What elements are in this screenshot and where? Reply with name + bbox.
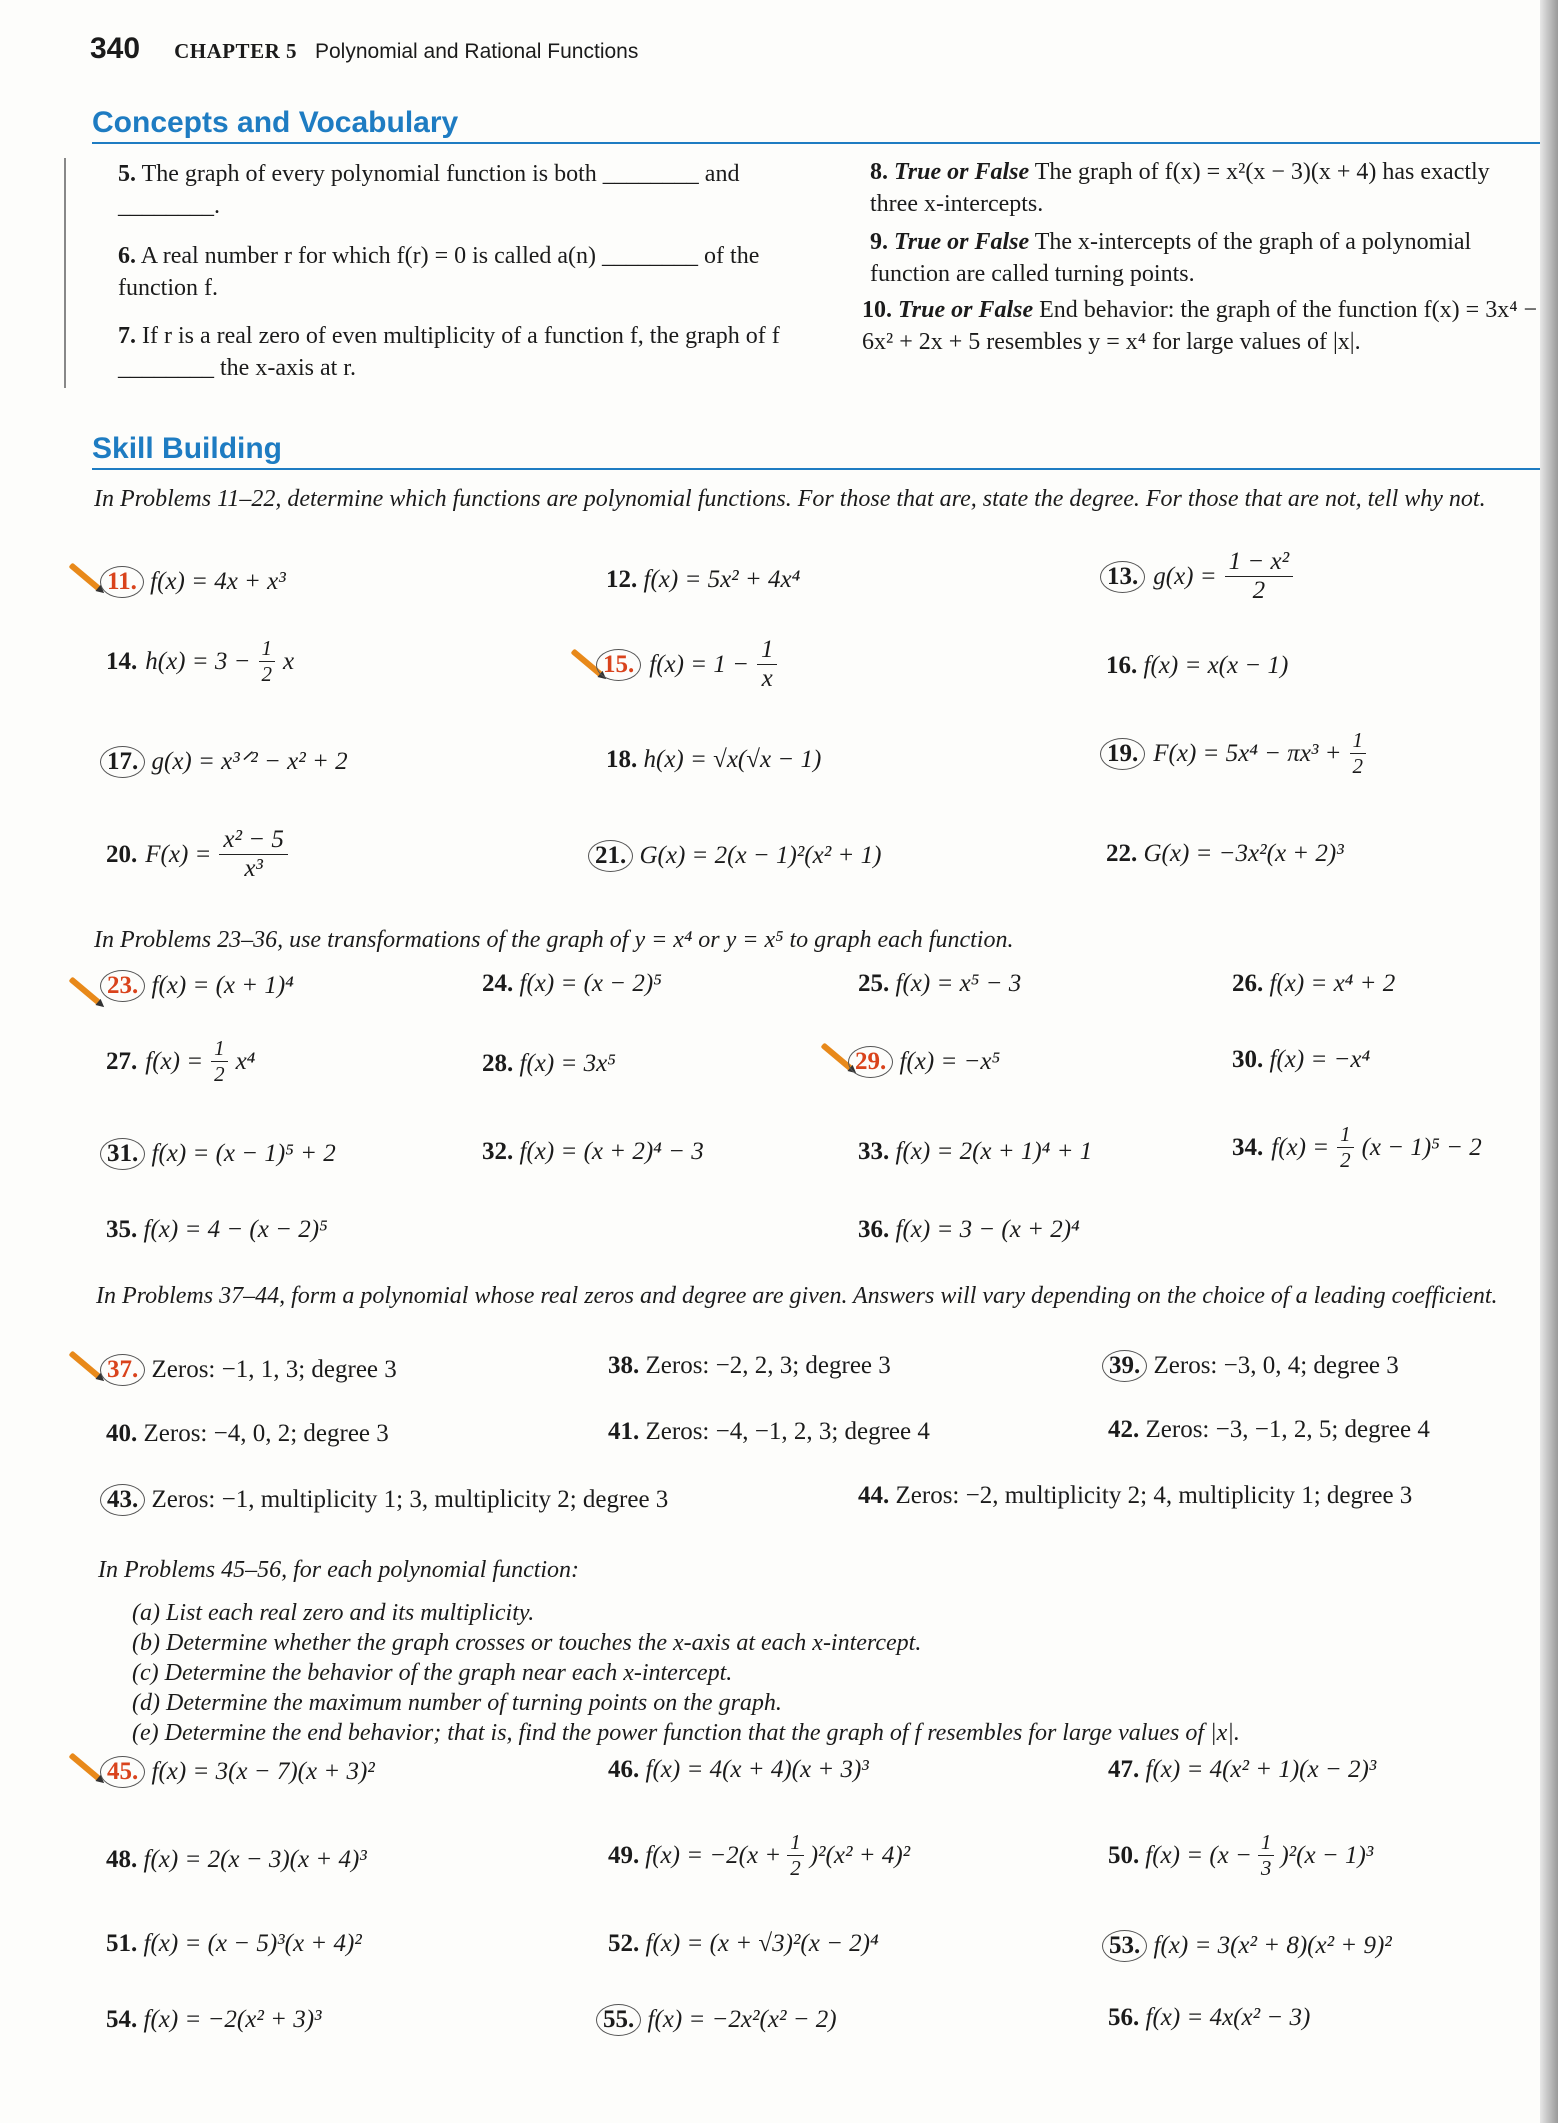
- problem-54: 54. f(x) = −2(x² + 3)³: [106, 2006, 322, 2033]
- problem-22: 22. G(x) = −3x²(x + 2)³: [1106, 840, 1344, 867]
- problem-31: 31. f(x) = (x − 1)⁵ + 2: [106, 1138, 336, 1170]
- problem-40: 40. Zeros: −4, 0, 2; degree 3: [106, 1420, 389, 1447]
- problem-41: 41. Zeros: −4, −1, 2, 3; degree 4: [608, 1418, 930, 1445]
- problem-11: 11. f(x) = 4x + x³: [106, 566, 286, 598]
- problem-49: 49. f(x) = −2(x + $\frac{1}{2}$ )²(x² + 4)²: [608, 1830, 911, 1880]
- sub-instructions: [132, 1598, 1532, 1748]
- section-heading-concepts: Concepts and Vocabulary: [92, 106, 459, 139]
- problem-55: 55. f(x) = −2x²(x² − 2): [602, 2004, 837, 2036]
- problem-30: 30. f(x) = −x⁴: [1232, 1046, 1371, 1073]
- problem-14: 14. h(x) = 3 − $\frac{1}{2}$ x: [106, 636, 295, 686]
- problem-48: 48. f(x) = 2(x − 3)(x + 4)³: [106, 1846, 367, 1873]
- concept-item-6: 6. A real number r for which f(r) = 0 is called a(n) ________ of the function f.: [118, 243, 760, 301]
- chapter-title: Polynomial and Rational Functions: [315, 40, 639, 63]
- problem-19: 19. F(x) = 5x⁴ − πx³ + $\frac{1}{2}$: [1106, 728, 1366, 779]
- page-edge-shadow: [1540, 0, 1558, 2123]
- problem-29: 29. f(x) = −x⁵: [854, 1046, 1000, 1078]
- problem-51: 51. f(x) = (x − 5)³(x + 4)²: [106, 1930, 362, 1957]
- sub-instruction-b: (b) Determine whether the graph crosses or touches the x-axis at each x-intercept.: [132, 1630, 922, 1656]
- problem-21: 21. G(x) = 2(x − 1)²(x² + 1): [594, 840, 881, 872]
- concept-item-10: 10. True or False End behavior: the graph of the function f(x) = 3x⁴ − 6x² + 2x + 5 resembles y = x⁴ for large values of |x|.: [862, 297, 1538, 355]
- page-number: 340: [90, 32, 141, 65]
- chapter-label: CHAPTER 5: [174, 39, 297, 63]
- problem-16: 16. f(x) = x(x − 1): [1106, 652, 1289, 679]
- problem-25: 25. f(x) = x⁵ − 3: [858, 970, 1022, 997]
- problem-53: 53. f(x) = 3(x² + 8)(x² + 9)²: [1108, 1930, 1392, 1962]
- section-rule: [92, 468, 1540, 470]
- problem-20: 20. F(x) = $\frac{\text{x² − 5}}{\text{x³}}$: [106, 826, 288, 883]
- pencil-mark-icon: [69, 1350, 102, 1379]
- problem-17: 17. g(x) = x³ᐟ² − x² + 2: [106, 746, 348, 778]
- pencil-mark-icon: [69, 562, 102, 591]
- fraction: $\frac{\text{x² − 5}}{\text{x³}}$: [219, 826, 287, 883]
- problem-15: 15. f(x) = 1 − $\frac{1}{x}$: [602, 636, 777, 693]
- fraction: $\frac{1}{2}$: [211, 1036, 228, 1087]
- section-heading-skill: Skill Building: [92, 432, 283, 465]
- sub-instruction-e: (e) Determine the end behavior; that is, find the power function that the graph of f resembles for large values of |x|.: [132, 1720, 1240, 1746]
- sub-instruction-d: (d) Determine the maximum number of turning points on the graph.: [132, 1690, 782, 1716]
- instructions-11-22: In Problems 11–22, determine which functions are polynomial functions. For those that are, state the degree. For those that are not, tell why not.: [94, 486, 1486, 512]
- problem-23: 23. f(x) = (x + 1)⁴: [106, 970, 294, 1002]
- problem-24: 24. f(x) = (x − 2)⁵: [482, 970, 662, 997]
- problem-56: 56. f(x) = 4x(x² − 3): [1108, 2004, 1311, 2031]
- section-rule: [92, 142, 1540, 144]
- concept-item-7: 7. If r is a real zero of even multiplicity of a function f, the graph of f ________ the x-axis at r.: [118, 323, 780, 381]
- problem-35: 35. f(x) = 4 − (x − 2)⁵: [106, 1216, 328, 1243]
- fraction: $\frac{\text{1 − x²}}{2}$: [1225, 548, 1293, 605]
- problem-26: 26. f(x) = x⁴ + 2: [1232, 970, 1396, 997]
- fraction: $\frac{1}{2}$: [259, 636, 276, 687]
- problem-42: 42. Zeros: −3, −1, 2, 5; degree 4: [1108, 1416, 1430, 1443]
- problem-44: 44. Zeros: −2, multiplicity 2; 4, multiplicity 1; degree 3: [858, 1482, 1413, 1509]
- problem-46: 46. f(x) = 4(x + 4)(x + 3)³: [608, 1756, 869, 1783]
- instructions-45-56: In Problems 45–56, for each polynomial function:: [98, 1557, 580, 1583]
- problem-18: 18. h(x) = √x(√x − 1): [606, 746, 822, 773]
- problem-45: 45. f(x) = 3(x − 7)(x + 3)²: [106, 1756, 375, 1788]
- problem-13: 13. g(x) = $\frac{\text{1 − x²}}{2}$: [1106, 548, 1293, 605]
- problem-37: 37. Zeros: −1, 1, 3; degree 3: [106, 1354, 397, 1386]
- margin-mark: [64, 158, 66, 388]
- problem-34: 34. f(x) = $\frac{1}{2}$ (x − 1)⁵ − 2: [1232, 1122, 1482, 1172]
- sub-instruction-c: (c) Determine the behavior of the graph near each x-intercept.: [132, 1660, 733, 1686]
- pencil-mark-icon: [69, 1752, 102, 1781]
- concept-item-5: 5. The graph of every polynomial function is both ________ and ________.: [118, 161, 740, 219]
- fraction: $\frac{1}{3}$: [1258, 1830, 1275, 1881]
- pencil-mark-icon: [69, 976, 102, 1005]
- problem-28: 28. f(x) = 3x⁵: [482, 1050, 616, 1077]
- concept-item-8: 8. True or False The graph of f(x) = x²(x − 3)(x + 4) has exactly three x-intercepts.: [870, 159, 1490, 217]
- problem-33: 33. f(x) = 2(x + 1)⁴ + 1: [858, 1138, 1093, 1165]
- problem-36: 36. f(x) = 3 − (x + 2)⁴: [858, 1216, 1080, 1243]
- problem-52: 52. f(x) = (x + √3)²(x − 2)⁴: [608, 1930, 879, 1957]
- instructions-37-44: In Problems 37–44, form a polynomial whose real zeros and degree are given. Answers will vary depending on the choice of a leading coefficient.: [96, 1283, 1498, 1309]
- fraction: $\frac{1}{2}$: [787, 1830, 804, 1881]
- fraction: $\frac{1}{2}$: [1350, 728, 1367, 779]
- sub-instruction-a: (a) List each real zero and its multiplicity.: [132, 1600, 535, 1626]
- problem-38: 38. Zeros: −2, 2, 3; degree 3: [608, 1352, 891, 1379]
- fraction: $\frac{1}{2}$: [1337, 1122, 1354, 1173]
- problem-43: 43. Zeros: −1, multiplicity 1; 3, multiplicity 2; degree 3: [106, 1484, 668, 1516]
- problem-12: 12. f(x) = 5x² + 4x⁴: [606, 566, 801, 593]
- page-header: [90, 32, 638, 66]
- problem-39: 39. Zeros: −3, 0, 4; degree 3: [1108, 1350, 1399, 1382]
- instructions-23-36: In Problems 23–36, use transformations of the graph of y = x⁴ or y = x⁵ to graph each function.: [94, 927, 1014, 953]
- fraction: $\frac{1}{x}$: [757, 636, 778, 693]
- problem-32: 32. f(x) = (x + 2)⁴ − 3: [482, 1138, 704, 1165]
- problem-47: 47. f(x) = 4(x² + 1)(x − 2)³: [1108, 1756, 1377, 1783]
- problem-50: 50. f(x) = (x − $\frac{1}{3}$ )²(x − 1)³: [1108, 1830, 1374, 1880]
- concept-item-9: 9. True or False The x-intercepts of the graph of a polynomial function are called turning points.: [870, 229, 1472, 287]
- problem-27: 27. f(x) = $\frac{1}{2}$ x⁴: [106, 1036, 256, 1086]
